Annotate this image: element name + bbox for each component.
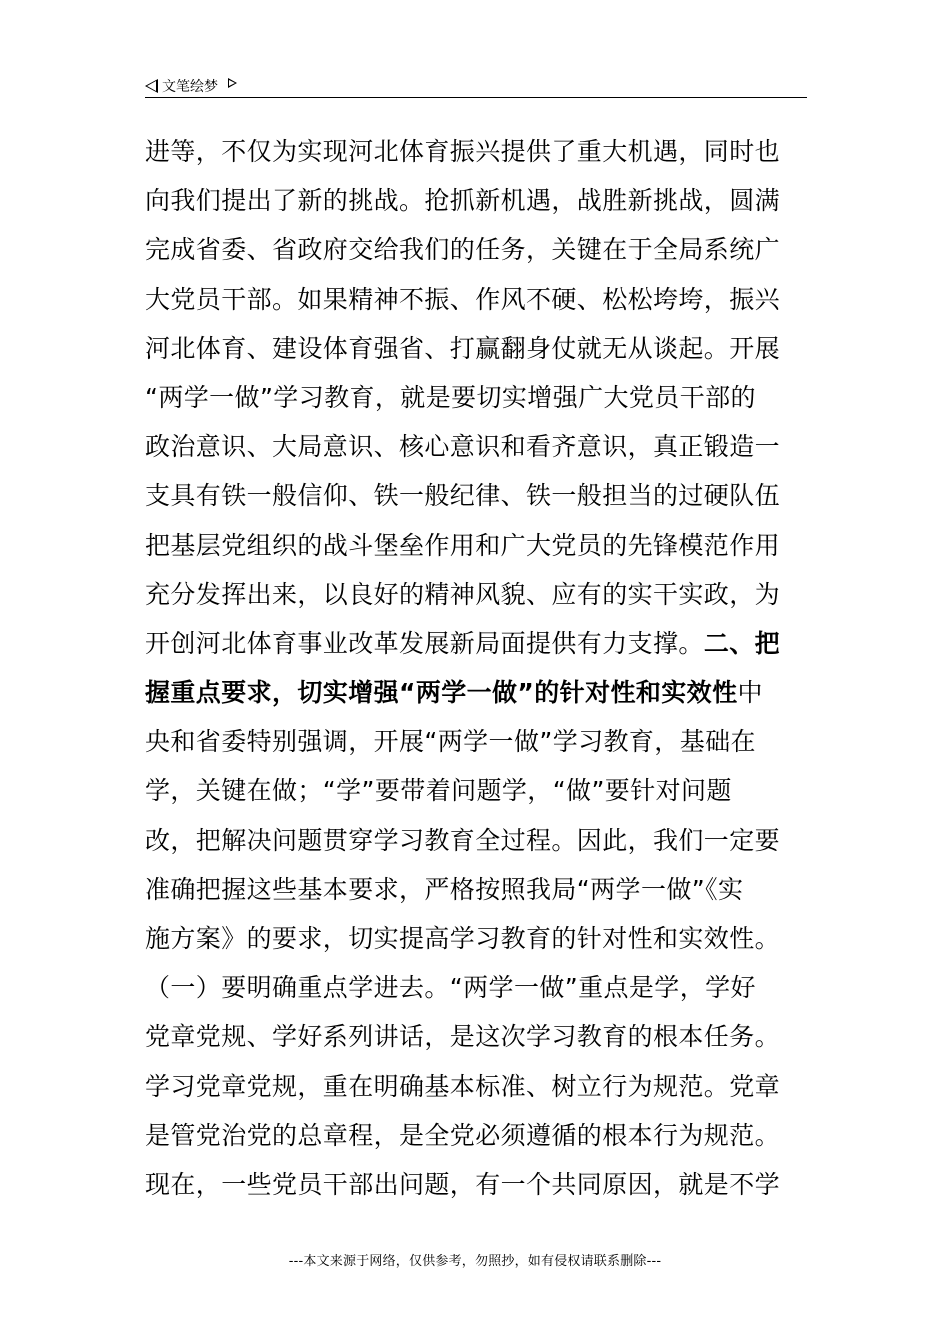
document-body — [145, 127, 809, 1209]
text-line: 改，把解决问题贯穿学习教育全过程。因此，我们一定要 — [145, 825, 781, 855]
text-line: “两学一做”学习教育，就是要切实增强广大党员干部的 — [145, 382, 756, 412]
text-line: 学习党章党规，重在明确基本标准、树立行为规范。党章 — [145, 1071, 781, 1101]
triangle-left-icon — [145, 79, 158, 93]
text-line: 准确把握这些基本要求，严格按照我局“两学一做”《实 — [145, 874, 744, 904]
text-line: 现在，一些党员干部出问题，有一个共同原因，就是不学 — [145, 1169, 781, 1199]
header-divider — [145, 97, 807, 98]
text-line: 政治意识、大局意识、核心意识和看齐意识，真正锻造一 — [145, 432, 781, 462]
text-line — [145, 619, 809, 668]
text-line: 完成省委、省政府交给我们的任务，关键在于全局系统广 — [145, 235, 781, 265]
text-line: （一）要明确重点学进去。“两学一做”重点是学，学好 — [145, 973, 756, 1003]
section-heading-start: 二、把 — [703, 628, 781, 658]
text-segment: 开创河北体育事业改革发展新局面提供有力支撑。 — [145, 628, 704, 658]
page-footer: ---本文来源于网络，仅供参考，勿照抄，如有侵权请联系删除--- — [288, 1254, 662, 1269]
triangle-right-icon — [228, 78, 237, 88]
text-line: 充分发挥出来，以良好的精神风貌、应有的实干实政，为 — [145, 579, 781, 609]
text-segment: 中 — [737, 678, 763, 708]
text-line: 支具有铁一般信仰、铁一般纪律、铁一般担当的过硬队伍 — [145, 481, 781, 511]
text-line: 学，关键在做；“学”要带着问题学，“做”要针对问题 — [145, 776, 732, 806]
text-line: 央和省委特别强调，开展“两学一做”学习教育，基础在 — [145, 727, 756, 757]
text-line: 是管党治党的总章程，是全党必须遵循的根本行为规范。 — [145, 1120, 781, 1150]
text-line: 河北体育、建设体育强省、打赢翻身仗就无从谈起。开展 — [145, 333, 781, 363]
text-line: 向我们提出了新的挑战。抢抓新机遇，战胜新挑战，圆满 — [145, 186, 781, 216]
text-line — [145, 668, 809, 717]
text-line: 大党员干部。如果精神不振、作风不硬、松松垮垮，振兴 — [145, 284, 781, 314]
text-line: 施方案》的要求，切实提高学习教育的针对性和实效性。 — [145, 924, 781, 953]
text-line: 进等，不仅为实现河北体育振兴提供了重大机遇，同时也 — [145, 137, 781, 166]
section-heading: 握重点要求，切实增强“两学一做”的针对性和实效性 — [145, 678, 738, 708]
page-header — [145, 74, 807, 98]
header-title: 文笔绘梦 — [162, 79, 218, 95]
text-line: 党章党规、学好系列讲话，是这次学习教育的根本任务。 — [145, 1022, 781, 1052]
text-line: 把基层党组织的战斗堡垒作用和广大党员的先锋模范作用 — [145, 530, 781, 560]
